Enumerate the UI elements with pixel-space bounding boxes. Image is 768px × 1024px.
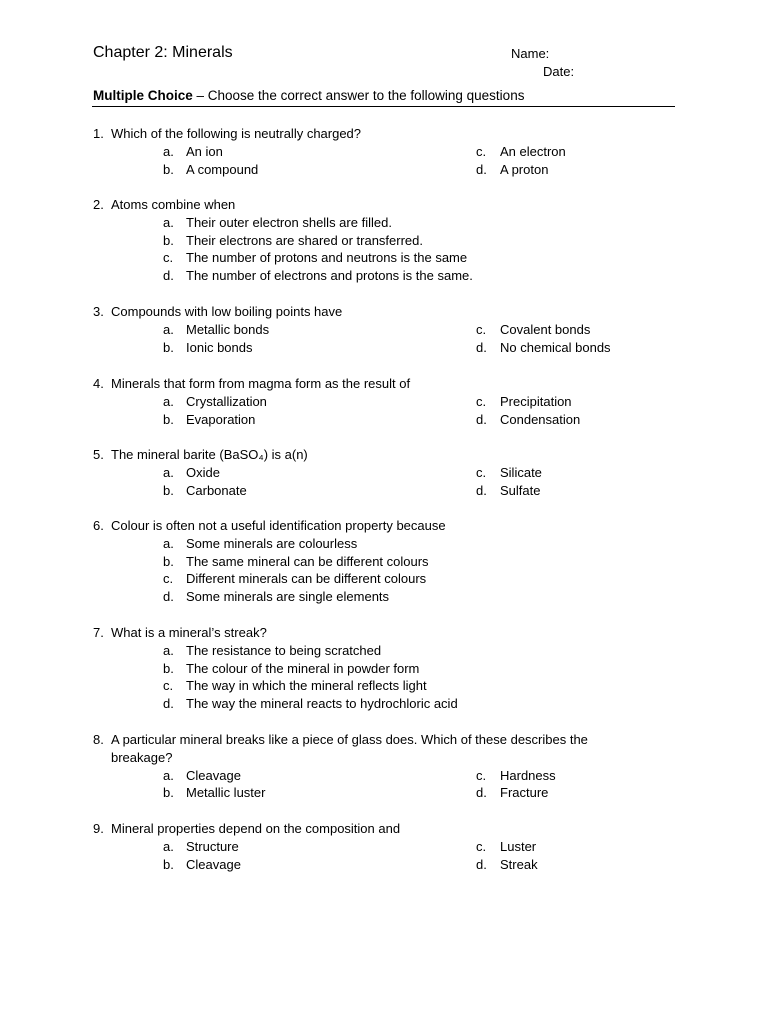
option-b: Ionic bonds: [186, 339, 253, 355]
option-letter-c: c.: [476, 767, 487, 783]
option-a: An ion: [186, 143, 223, 159]
question-text: What is a mineral’s streak?: [111, 625, 267, 640]
option-letter-c: c.: [476, 393, 487, 409]
option-a: Metallic bonds: [186, 321, 270, 337]
option-letter-a: a.: [163, 535, 174, 551]
option-letter-d: d.: [163, 589, 174, 605]
option-a: Crystallization: [186, 393, 267, 409]
option-letter-b: b.: [163, 553, 174, 569]
option-c: The way in which the mineral reflects light: [186, 678, 427, 694]
option-letter-d: d.: [476, 411, 487, 427]
option-b: Evaporation: [186, 411, 256, 427]
option-letter-b: b.: [163, 660, 174, 676]
question-3: [0, 303, 768, 356]
header-divider: [92, 106, 675, 107]
option-letter-d: d.: [163, 696, 174, 712]
option-d: The way the mineral reacts to hydrochloric acid: [186, 696, 458, 712]
question-number: 5.: [93, 447, 104, 462]
question-number: 6.: [93, 518, 104, 533]
question-text: Which of the following is neutrally charged?: [111, 126, 362, 141]
option-c: The number of protons and neutrons is the same: [186, 250, 468, 266]
section-instruction: – Choose the correct answer to the following questions: [192, 88, 525, 103]
question-text-continued: breakage?: [111, 749, 173, 765]
option-d: Fracture: [500, 785, 549, 801]
option-c: Luster: [500, 838, 537, 854]
option-letter-a: a.: [163, 767, 174, 783]
option-a: Structure: [186, 838, 239, 854]
option-d: Condensation: [500, 411, 581, 427]
question-number: 7.: [93, 625, 104, 640]
option-b: The same mineral can be different colours: [186, 553, 429, 569]
option-c: Precipitation: [500, 393, 572, 409]
option-letter-c: c.: [476, 143, 487, 159]
question-number: 4.: [93, 376, 104, 391]
option-b: The colour of the mineral in powder form: [186, 660, 420, 676]
question-number: 1.: [93, 126, 104, 141]
option-letter-c: c.: [163, 678, 174, 694]
option-letter-c: c.: [163, 250, 174, 266]
question-number: 2.: [93, 197, 104, 212]
option-letter-d: d.: [163, 268, 174, 284]
question-8: [0, 731, 768, 802]
page-title: Chapter 2: Minerals: [93, 44, 233, 61]
option-letter-c: c.: [476, 321, 487, 337]
option-b: Carbonate: [186, 482, 247, 498]
option-a: Cleavage: [186, 767, 241, 783]
option-b: Cleavage: [186, 856, 241, 872]
option-c: Hardness: [500, 767, 556, 783]
option-letter-b: b.: [163, 785, 174, 801]
option-b: Metallic luster: [186, 785, 266, 801]
section-title: Multiple Choice: [93, 88, 193, 103]
question-text: A particular mineral breaks like a piece of glass does. Which of these describes the: [111, 732, 588, 747]
question-text: Colour is often not a useful identification property because: [111, 518, 446, 533]
section-header: [93, 87, 524, 104]
question-text: Compounds with low boiling points have: [111, 304, 343, 319]
option-letter-a: a.: [163, 321, 174, 337]
question-7: [0, 624, 768, 713]
option-d: No chemical bonds: [500, 339, 611, 355]
option-a: The resistance to being scratched: [186, 642, 382, 658]
option-letter-a: a.: [163, 642, 174, 658]
option-d: The number of electrons and protons is the same.: [186, 268, 473, 284]
option-c: Covalent bonds: [500, 321, 591, 337]
option-letter-b: b.: [163, 339, 174, 355]
option-d: Some minerals are single elements: [186, 589, 390, 605]
question-number: 3.: [93, 304, 104, 319]
option-letter-a: a.: [163, 214, 174, 230]
option-letter-d: d.: [476, 785, 487, 801]
option-a: Their outer electron shells are filled.: [186, 214, 392, 230]
option-letter-b: b.: [163, 161, 174, 177]
option-letter-c: c.: [476, 838, 487, 854]
option-a: Some minerals are colourless: [186, 535, 358, 551]
option-c: Silicate: [500, 464, 542, 480]
option-letter-d: d.: [476, 482, 487, 498]
question-text: The mineral barite (BaSO₄) is a(n): [111, 447, 308, 462]
option-c: Different minerals can be different colours: [186, 571, 427, 587]
option-letter-d: d.: [476, 161, 487, 177]
option-letter-b: b.: [163, 482, 174, 498]
option-d: Sulfate: [500, 482, 541, 498]
question-6: [0, 517, 768, 606]
question-text: Atoms combine when: [111, 197, 236, 212]
question-4: [0, 375, 768, 428]
option-letter-a: a.: [163, 143, 174, 159]
date-label: Date:: [543, 64, 575, 79]
option-letter-c: c.: [476, 464, 487, 480]
option-letter-b: b.: [163, 232, 174, 248]
option-letter-d: d.: [476, 339, 487, 355]
option-letter-c: c.: [163, 571, 174, 587]
option-b: A compound: [186, 161, 259, 177]
question-2: [0, 196, 768, 285]
question-text: Mineral properties depend on the composition and: [111, 821, 401, 836]
question-number: 9.: [93, 821, 104, 836]
option-letter-b: b.: [163, 856, 174, 872]
option-d: Streak: [500, 856, 538, 872]
option-letter-d: d.: [476, 856, 487, 872]
question-number: 8.: [93, 732, 104, 747]
option-letter-b: b.: [163, 411, 174, 427]
option-c: An electron: [500, 143, 566, 159]
question-text: Minerals that form from magma form as the result of: [111, 376, 411, 391]
option-letter-a: a.: [163, 393, 174, 409]
option-letter-a: a.: [163, 464, 174, 480]
question-9: [0, 820, 768, 873]
option-letter-a: a.: [163, 838, 174, 854]
question-1: [0, 125, 768, 178]
name-label: Name:: [511, 46, 550, 61]
option-d: A proton: [500, 161, 549, 177]
option-b: Their electrons are shared or transferred.: [186, 232, 423, 248]
question-5: [0, 446, 768, 499]
option-a: Oxide: [186, 464, 220, 480]
